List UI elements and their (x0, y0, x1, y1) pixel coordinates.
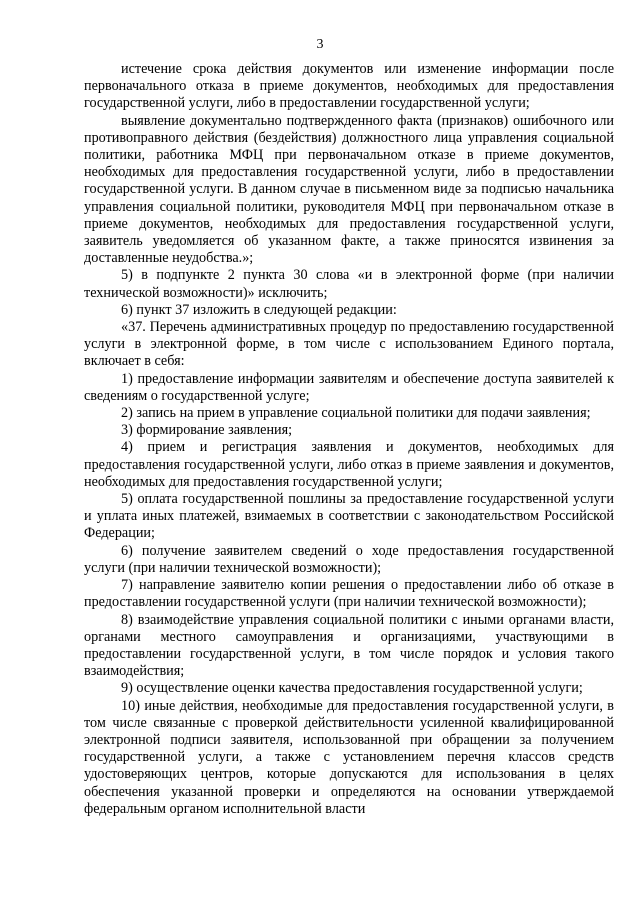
list-item-3: 3) формирование заявления; (121, 422, 293, 439)
list-item-9: 9) осуществление оценки качества предоставления государственной услуги; (121, 680, 583, 697)
list-item-2: 2) запись на прием в управление социальной политики для подачи заявления; (121, 405, 591, 422)
list-item-5: 5) оплата государственной пошлины за предоставление государственной услуги и уплата иных платежей, взимаемых в соответствии с законодательством Российской Федерации; (84, 491, 614, 542)
list-item-10: 10) иные действия, необходимые для предоставления государственной услуги, в том числе связанные с проверкой действительности усиленной квалифицированной электронной подписи заявителя, использованной при обращении за получением государственной услуги, а также с установлением перечня классов средств удостоверяющих центров, которые допускаются для использования в целях обеспечения указанной проверки и определяются на основании утверждаемой федеральным органом исполнительной власти (84, 697, 614, 817)
list-item-1: 1) предоставление информации заявителям и обеспечение доступа заявителей к сведениям о государственной услуге; (84, 370, 614, 404)
paragraph-5: «37. Перечень административных процедур по предоставлению государственной услуги в электронной форме, в том числе с использованием Единого портала, включает в себя: (84, 319, 614, 370)
list-item-8: 8) взаимодействие управления социальной политики с иными органами власти, органами местного самоуправления и организациями, участвующими в предоставлении государственной услуги, в том числе порядок и условия такого взаимодействия; (84, 611, 614, 680)
paragraph-1: истечение срока действия документов или изменение информации после первоначального отказа в приеме документов, необходимых для предоставления государственной услуги, либо в предоставлении государственной услуги; (84, 61, 614, 112)
list-item-7: 7) направление заявителю копии решения о предоставлении либо об отказе в предоставлении государственной услуги (при наличии технической возможности); (84, 577, 614, 611)
paragraph-2: выявление документально подтвержденного факта (признаков) ошибочного или противоправного действия (бездействия) должностного лица управления социальной политики, работника МФЦ при первоначальном отказе в приеме документов, необходимых для предоставления государственной услуги, либо в предоставлении государственной услуги. В данном случае в письменном виде за подписью начальника управления социальной политики, руководителя МФЦ при первоначальном отказе в приеме документов, необходимых для предоставления государственной услуги, заявитель уведомляется об указанном факте, а также приносятся извинения за доставленные неудобства.»; (84, 112, 614, 267)
paragraph-3: 5) в подпункте 2 пункта 30 слова «и в электронной форме (при наличии технической возможности)» исключить; (84, 267, 614, 301)
page-number: 3 (316, 37, 324, 52)
paragraph-4: 6) пункт 37 изложить в следующей редакции: (121, 301, 397, 318)
list-item-4: 4) прием и регистрация заявления и документов, необходимых для предоставления государственной услуги, либо отказ в приеме заявления и документов, необходимых для предоставления государственной услуги; (84, 439, 614, 490)
list-item-6: 6) получение заявителем сведений о ходе предоставления государственной услуги (при наличии технической возможности); (84, 542, 614, 576)
document-body (84, 61, 614, 818)
